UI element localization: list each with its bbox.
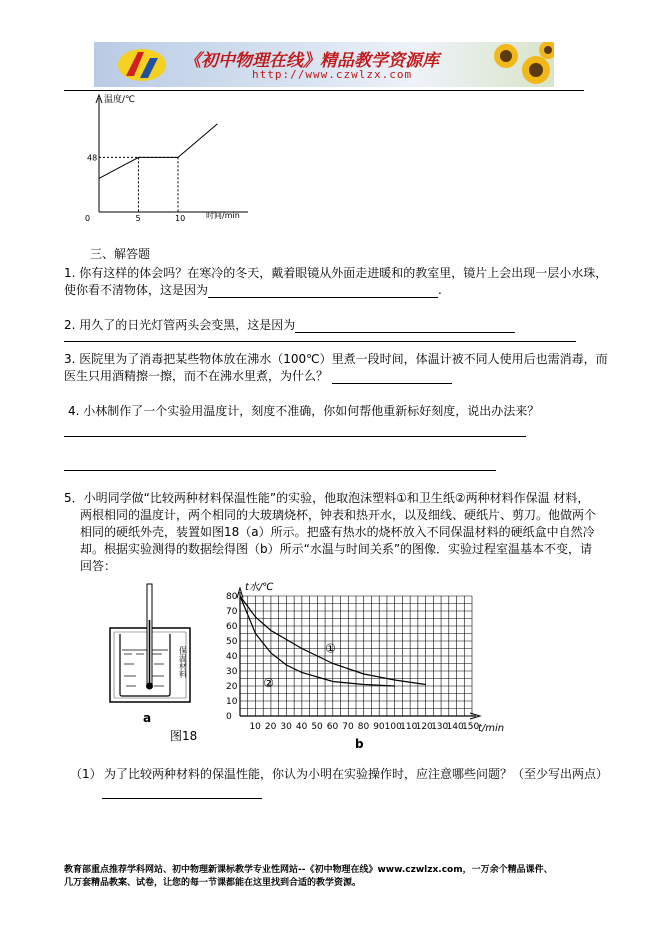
c2-x-tick-label: 130 [431, 722, 449, 732]
answer-blank-3[interactable] [332, 370, 452, 384]
c2-y-tick-label: 0 [226, 712, 232, 722]
c2-y-tick-label: 20 [226, 682, 238, 692]
c2-y-tick-label: 50 [226, 637, 238, 647]
c2-x-tick-label: 120 [415, 722, 433, 732]
c2-y-tick-label: 30 [226, 667, 238, 677]
question-3-text: 医生只用酒精擦一擦，而不在沸水里煮，为什么？ [64, 369, 329, 383]
sub-question-1-text: 为了比较两种材料的保温性能，你认为小明在实验操作时，应注意哪些问题？（至少写出两点） [104, 767, 609, 781]
c2-x-tick-label: 70 [342, 722, 354, 732]
thermometer-bulb [146, 683, 153, 690]
footer-line-1: 教育部重点推荐学科网站、初中物理新课标教学专业性网站--《初中物理在线》www.czwlzx.com，一万余个精品课件、 [64, 865, 553, 875]
c2-x-tick-label: 20 [264, 722, 277, 732]
question-1-line-1: 1. 你有这样的体会吗？在寒冷的冬天，戴着眼镜从外面走进暖和的教室里，镜片上会出现一层小水珠， [64, 266, 608, 280]
c2-x-tick-label: 110 [400, 722, 418, 732]
temperature-time-graph [80, 90, 260, 225]
apparatus-figure-a [106, 580, 196, 720]
question-1-line-2 [64, 282, 442, 298]
question-5-line-5: 回答： [80, 559, 117, 573]
banner-title: 《初中物理在线》精品教学资源库 [184, 51, 439, 71]
c2-annotation-label: ② [263, 676, 274, 690]
c1-series-line [99, 124, 218, 179]
c2-x-tick-label: 90 [373, 722, 385, 732]
c1-x-tick-label: 0 [85, 214, 91, 223]
c2-y-tick-label: 60 [226, 622, 238, 632]
c2-x-tick-label: 50 [311, 722, 323, 732]
question-3-line-2 [64, 368, 452, 384]
water-temperature-graph [212, 578, 512, 738]
question-5-line-4: 却。根据实验测得的数据绘得图（b）所示“水温与时间关系”的图像．实验过程室温基本不变，请 [80, 542, 593, 556]
answer-line-5-1[interactable] [102, 798, 262, 799]
c2-x-tick-label: 30 [280, 722, 292, 732]
c2-x-tick-label: 40 [295, 722, 308, 732]
header-banner [94, 42, 554, 87]
c2-x-tick-label: 100 [384, 722, 402, 732]
c2-annotation-label: ① [325, 641, 336, 656]
figure-b-label: b [355, 737, 364, 751]
question-5-line-2: 两根相同的温度计，两个相同的大玻璃烧杯，钟表和热开水，以及细线、硬纸片、剪刀。他做两个 [80, 508, 597, 522]
banner-url: http://www.czwlzx.com [252, 68, 413, 81]
c1-x-tick-label: 5 [135, 214, 141, 223]
c2-x-tick-label: 140 [446, 722, 464, 732]
sub-question-1-number: （1） [70, 767, 102, 781]
c2-ylabel: t水/℃ [245, 582, 274, 593]
c2-xlabel: t/min [478, 723, 505, 734]
insulation-label: 保温材料 [178, 646, 188, 678]
answer-line-4a[interactable] [64, 436, 526, 437]
c2-x-tick-label: 60 [326, 722, 339, 732]
question-1-period: . [438, 283, 442, 297]
c2-y-tick-label: 80 [226, 592, 238, 602]
question-5-line-1: 5．小明同学做“比较两种材料保温性能”的实验，他取泡沫塑料①和卫生纸②两种材料作保温 材料， [64, 491, 590, 505]
answer-blank-2[interactable] [295, 319, 515, 333]
c2-y-tick-label: 10 [226, 697, 238, 707]
c2-y-tick-label: 40 [226, 652, 238, 662]
question-1-text: 使你看不清物体，这是因为 [64, 283, 209, 297]
answer-line-2[interactable] [64, 341, 576, 342]
question-3-line-1: 3. 医院里为了消毒把某些物体放在沸水（100℃）里煮一段时间，体温计被不同人使用后也需消毒，而 [64, 352, 608, 366]
c1-xlabel: 时间/min [206, 211, 240, 220]
question-2 [64, 317, 515, 333]
question-5-line-3: 相同的硬纸外壳，装置如图18（a）所示。把盛有热水的烧杯放入不同保温材料的硬纸盒中自然冷 [80, 525, 595, 539]
hot-water [122, 650, 168, 686]
question-2-text: 2. 用久了的日光灯管两头会变黑，这是因为 [64, 318, 296, 332]
answer-line-4b[interactable] [64, 470, 496, 471]
figure-a-label: a [143, 711, 152, 725]
figure-caption: 图18 [170, 729, 198, 743]
c2-x-tick-label: 80 [357, 722, 370, 732]
section-title: 三、解答题 [90, 247, 151, 261]
glass-beaker [120, 634, 170, 696]
c1-x-tick-label: 10 [175, 214, 186, 223]
footer-line-2: 几万套精品教案、试卷，让您的每一节课都能在这里找到合适的教学资源。 [64, 878, 362, 888]
answer-blank-1[interactable] [208, 284, 438, 298]
c2-x-tick-label: 10 [249, 722, 261, 732]
c1-ylabel: 温度/℃ [104, 95, 136, 105]
c1-y-tick-label: 48 [87, 153, 98, 163]
sunflower-icon [486, 42, 554, 87]
site-logo-icon [116, 46, 168, 84]
c2-x-tick-label: 150 [462, 722, 480, 732]
question-4: 4. 小林制作了一个实验用温度计，刻度不准确，你如何帮他重新标好刻度，说出办法来？ [68, 404, 540, 418]
c2-y-tick-label: 70 [226, 607, 238, 617]
